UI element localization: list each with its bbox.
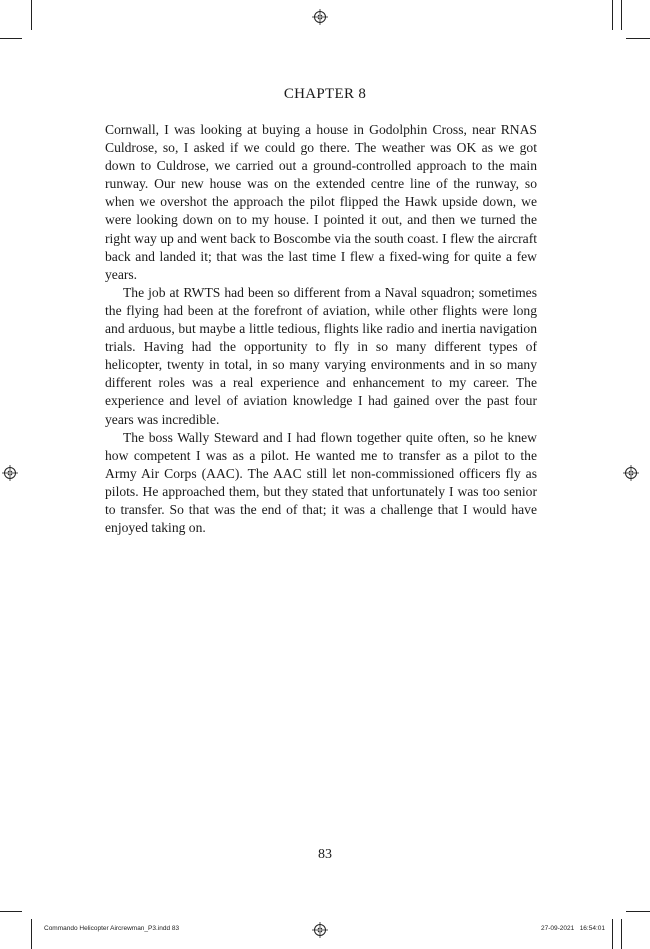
slug-datetime (541, 925, 605, 932)
slug-time: 16:54:01 (579, 925, 605, 932)
crop-mark-bottom-left-horizontal (0, 911, 22, 912)
crop-mark-bottom-right-vertical-inner (621, 919, 622, 949)
paragraph-3: The boss Wally Steward and I had flown together quite often, so he knew how competent I was as a pilot. He wanted me to transfer as a pilot to the Army Air Corps (AAC). The AAC still let non-commissioned officers fly as pilots. He approached them, but they stated that unfortunately I was too senior to transfer. So that was the end of that; it was a challenge that I would have enjoyed taking on. (105, 429, 537, 536)
crop-mark-top-right-vertical-inner (621, 0, 622, 30)
body-text (105, 121, 537, 537)
slug-date: 27-09-2021 (541, 925, 575, 932)
slug-file-info: Commando Helicopter Aircrewman_P3.indd 83 (44, 925, 180, 932)
paragraph-2: The job at RWTS had been so different from a Naval squadron; sometimes the flying had been at the forefront of aviation, while other flights were long and arduous, but maybe a little tedious, flights like radio and inertia navigation trials. Having had the opportunity to fly in so many different types of helicopter, twenty in total, in so many varying environments and in so many different roles was a real experience and enhancement to my career. The experience and level of aviation knowledge I had gained over the past four years was incredible. (105, 284, 537, 427)
crop-mark-top-right-horizontal (626, 38, 650, 39)
page-number: 83 (318, 847, 332, 862)
crop-mark-bottom-left-vertical (31, 919, 32, 949)
chapter-heading: CHAPTER 8 (283, 86, 367, 102)
registration-target-icon (2, 465, 18, 481)
crop-mark-bottom-right-vertical (612, 919, 613, 949)
crop-mark-top-left-vertical (31, 0, 32, 30)
crop-mark-bottom-right-horizontal (626, 911, 650, 912)
registration-target-icon (312, 9, 328, 25)
registration-target-icon (623, 465, 639, 481)
crop-mark-top-right-vertical (612, 0, 613, 30)
crop-mark-top-left-horizontal (0, 38, 22, 39)
paragraph-1: Cornwall, I was looking at buying a house in Godolphin Cross, near RNAS Culdrose, so, I asked if we could go there. The weather was OK as we got down to Culdrose, we carried out a ground-controlled approach to the main runway. Our new house was on the extended centre line of the runway, so when we overshot the approach the pilot flipped the Hawk upside down, we were looking down on to my house. I pointed it out, and then we turned the right way up and went back to Boscombe via the south coast. I flew the aircraft back and landed it; that was the last time I flew a fixed-wing for quite a few years. (105, 122, 537, 282)
registration-target-icon (312, 922, 328, 938)
